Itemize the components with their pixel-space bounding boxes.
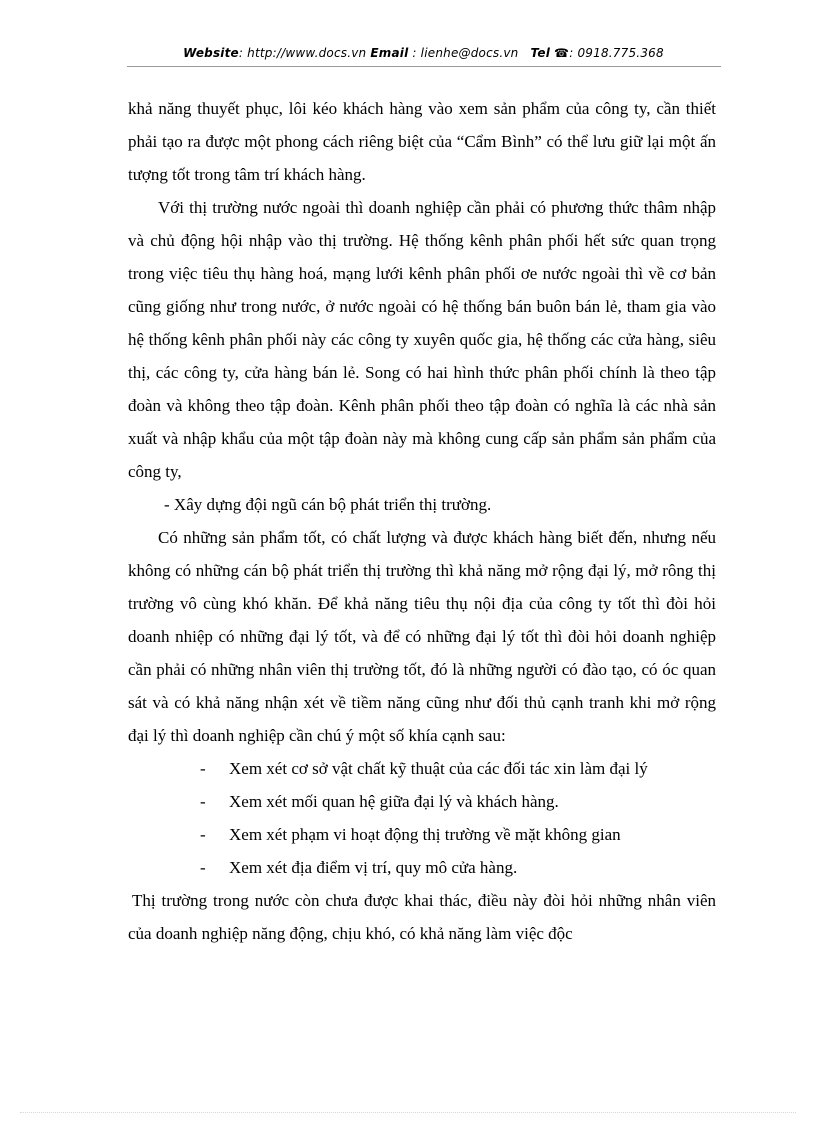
- tel-label: Tel: [530, 46, 551, 60]
- bullet-dash: -: [200, 759, 206, 778]
- section-heading: - Xây dựng đội ngũ cán bộ phát triển thị trường.: [164, 495, 492, 514]
- list-item-text: Xem xét địa điểm vị trí, quy mô cửa hàng.: [229, 858, 518, 877]
- paragraph-3: Có những sản phẩm tốt, có chất lượng và được khách hàng biết đến, nhưng nếu không có những cán bộ phát triển thị trường thì khả năng mở rộng đại lý, mở rông thị trường vô cùng khó khăn. Để khả năng tiêu thụ nội địa của công ty tốt thì đòi hỏi doanh nhiệp có những đại lý tốt, và để có những đại lý tốt thì đòi hỏi doanh nghiệp cần phải có những nhân viên thị trường tốt, đó là những người có đào tạo, có óc quan sát và có khả năng nhận xét về tiềm năng cũng như đối thủ cạnh tranh khi mở rộng đại lý thì doanh nghiệp cần chú ý một số khía cạnh sau:: [128, 528, 716, 745]
- list-item-text: Xem xét cơ sở vật chất kỹ thuật của các đối tác xin làm đại lý: [229, 759, 648, 778]
- bullet-dash: -: [200, 792, 206, 811]
- criteria-list: [128, 752, 716, 884]
- paragraph-2: Với thị trường nước ngoài thì doanh nghiệp cần phải có phương thức thâm nhập và chủ động hội nhập vào thị trường. Hệ thống kênh phân phối hết sức quan trọng trong việc tiêu thụ hàng hoá, mạng lưới kênh phân phối ơe nước ngoài thì về cơ bản cũng giống như trong nước, ở nước ngoài có hệ thống bán buôn bán lẻ, tham gia vào hệ thống kênh phân phối này các công ty xuyên quốc gia, hệ thống các cửa hàng, siêu thị, các công ty, cửa hàng bán lẻ. Song có hai hình thức phân phối chính là theo tập đoàn và không theo tập đoàn. Kênh phân phối theo tập đoàn có nghĩa là các nhà sản xuất và nhập khẩu của một tập đoàn này mà không cung cấp sản phẩm sản phẩm của công ty,: [128, 198, 716, 481]
- document-body: [128, 92, 716, 950]
- paragraph-4: Thị trường trong nước còn chưa được khai thác, điều này đòi hỏi những nhân viên của doanh nghiệp năng động, chịu khó, có khả năng làm việc độc: [128, 891, 716, 943]
- list-item: [128, 785, 716, 818]
- bullet-dash: -: [200, 858, 206, 877]
- bullet-dash: -: [200, 825, 206, 844]
- page-header: [127, 46, 720, 60]
- list-item: [128, 818, 716, 851]
- phone-icon: ☎: [554, 46, 570, 60]
- footer-divider: [20, 1112, 796, 1113]
- header-divider: [127, 66, 721, 67]
- tel-value: : 0918.775.368: [569, 46, 664, 60]
- email-value: : lienhe@docs.vn: [412, 46, 519, 60]
- list-item-text: Xem xét phạm vi hoạt động thị trường về mặt không gian: [229, 825, 621, 844]
- list-item: [128, 851, 716, 884]
- list-item-text: Xem xét mối quan hệ giữa đại lý và khách hàng.: [229, 792, 559, 811]
- website-value: : http://www.docs.vn: [238, 46, 367, 60]
- email-label: Email: [370, 46, 409, 60]
- list-item: [128, 752, 716, 785]
- paragraph-1: khả năng thuyết phục, lôi kéo khách hàng vào xem sản phẩm của công ty, cần thiết phải tạo ra được một phong cách riêng biệt của “Cẩm Bình” có thể lưu giữ lại một ấn tượng tốt trong tâm trí khách hàng.: [128, 99, 716, 184]
- website-label: Website: [183, 46, 239, 60]
